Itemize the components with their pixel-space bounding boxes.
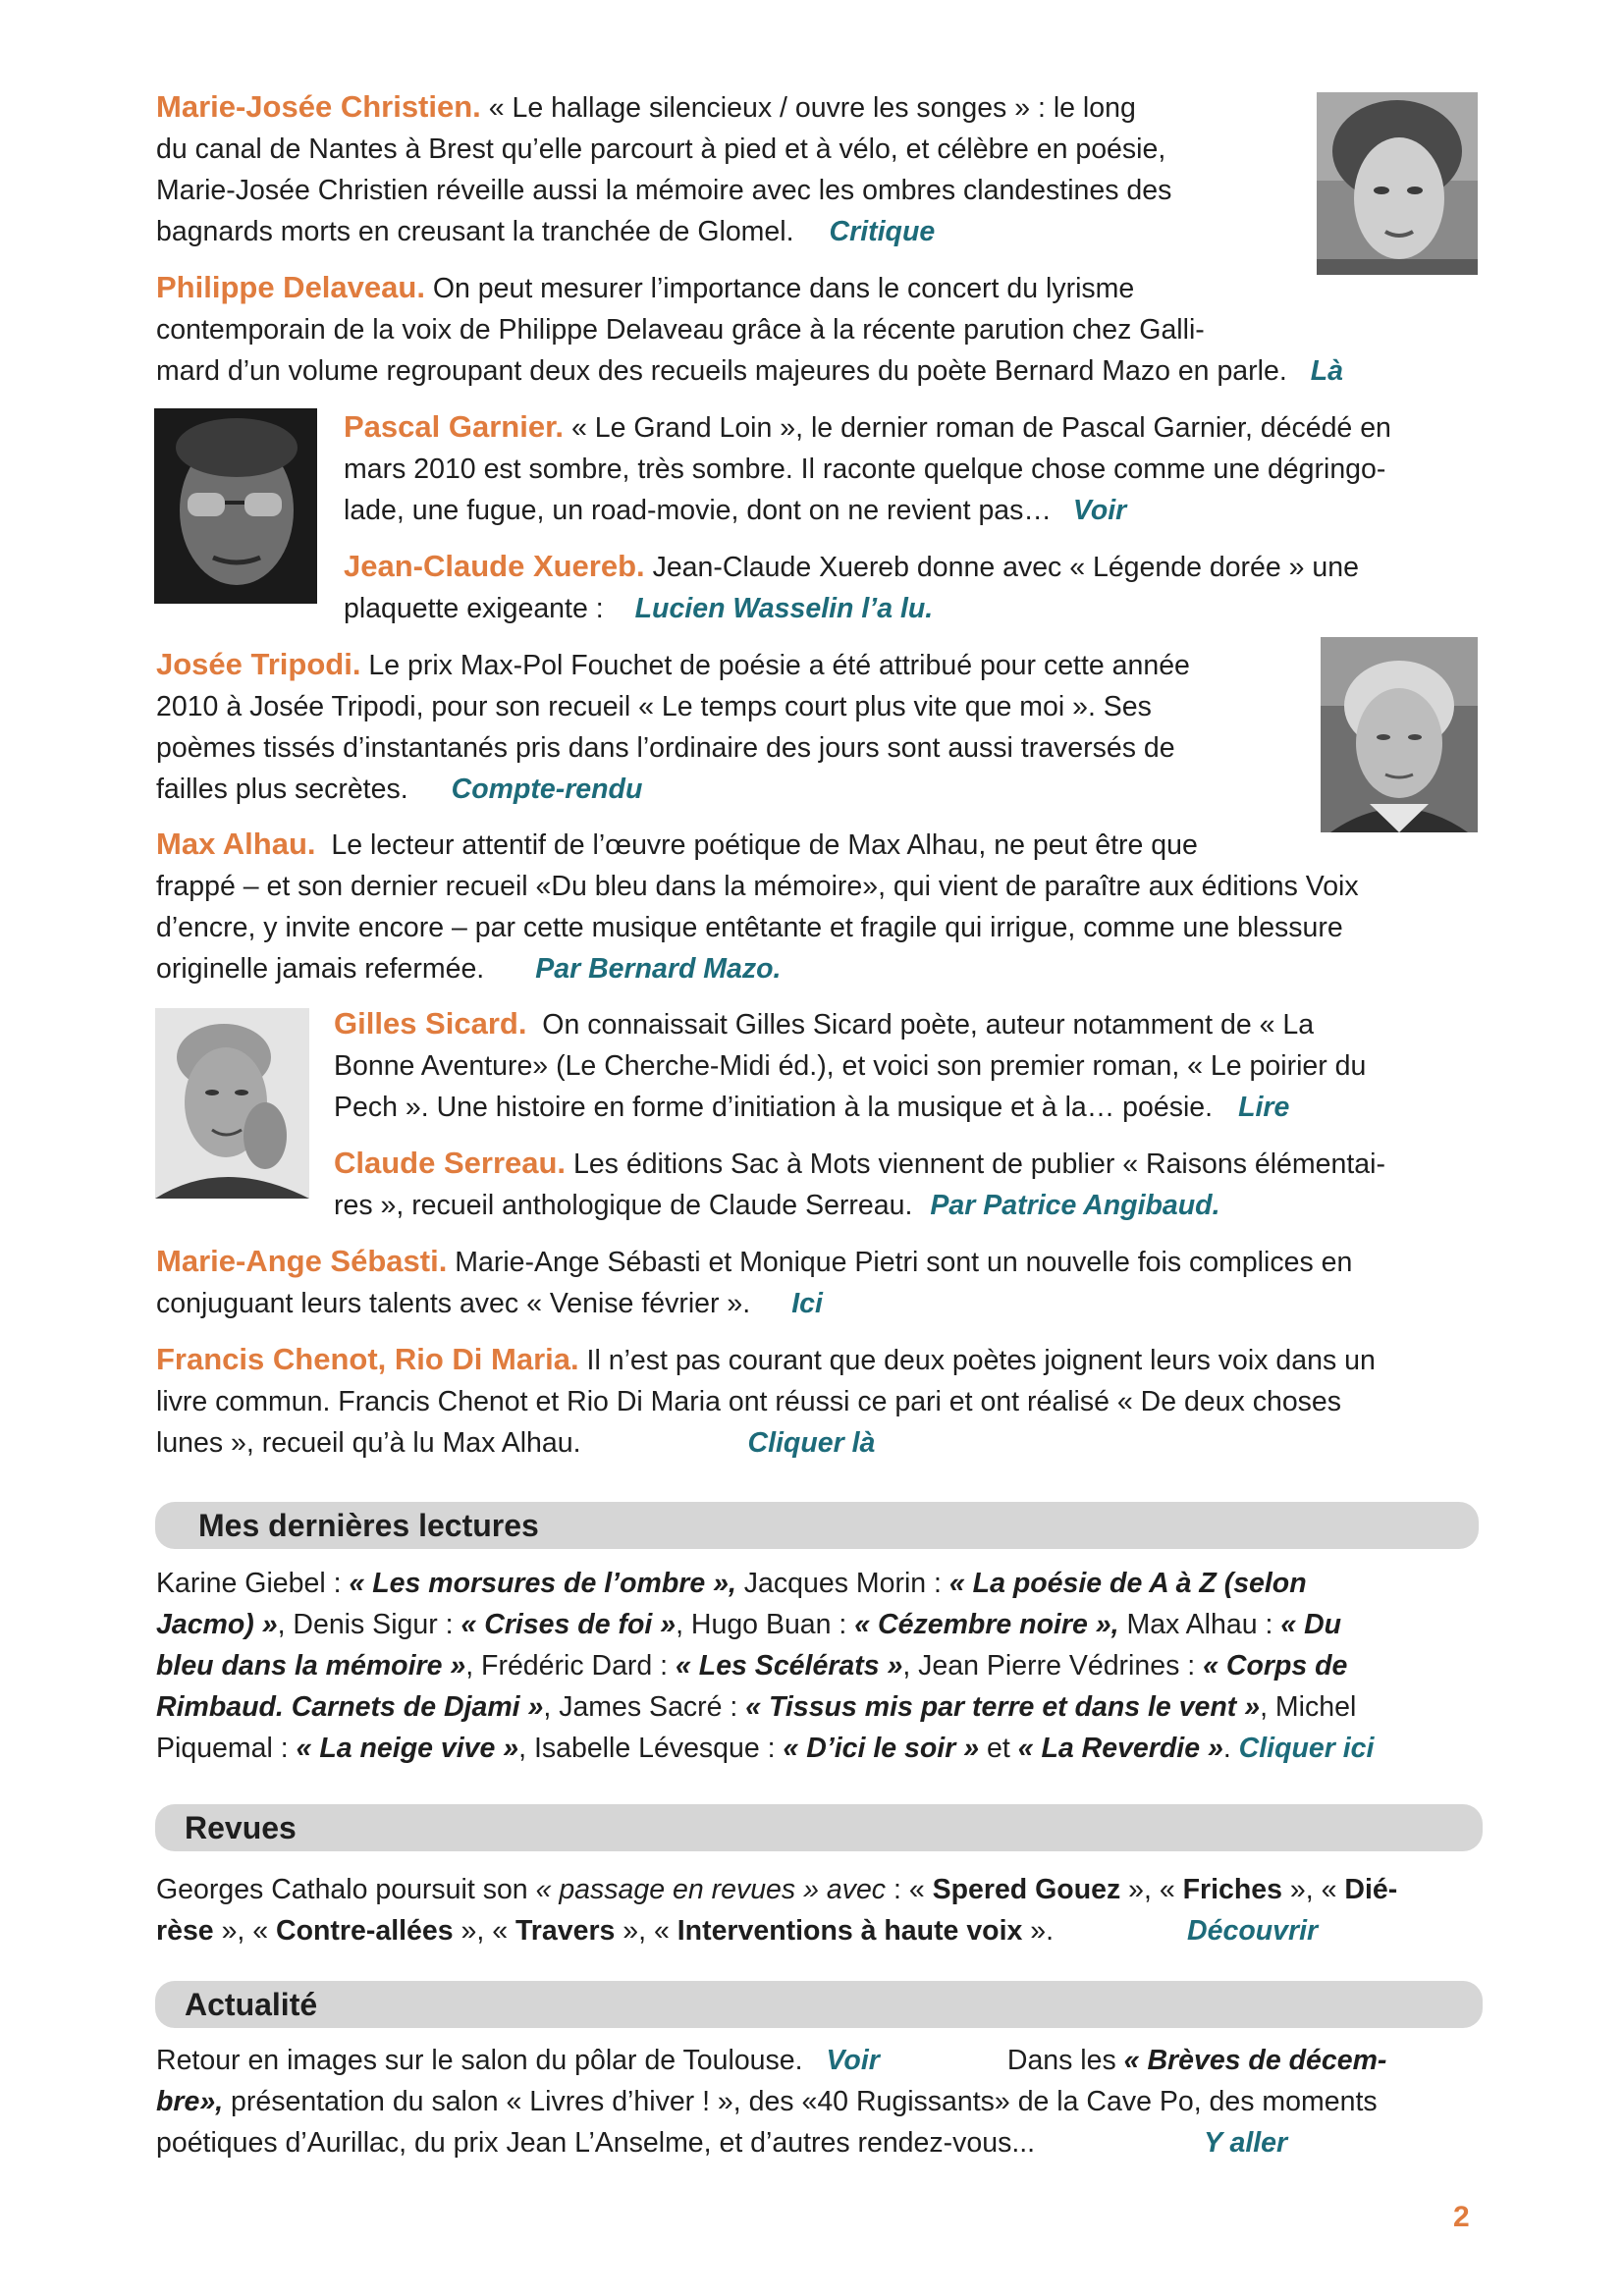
y-aller-link[interactable]: Y aller [1204, 2127, 1288, 2159]
compte-rendu-link[interactable]: Compte-rendu [451, 774, 643, 805]
entry-line: livre commun. Francis Chenot et Rio Di Maria ont réussi ce pari et ont réalisé « De deux choses [156, 1386, 1342, 1417]
angibaud-link[interactable]: Par Patrice Angibaud. [930, 1190, 1220, 1221]
photo-garnier [154, 408, 317, 604]
entry-text: lade, une fugue, un road-movie, dont on ne revient pas… [344, 495, 1052, 526]
entry-text: conjuguant leurs talents avec « Venise février ». [156, 1288, 751, 1319]
entry-line: poèmes tissés d’instantanés pris dans l’ordinaire des jours sont aussi traversés de [156, 732, 1175, 764]
lectures-paragraph [156, 1563, 1374, 1769]
entry-alhau [156, 824, 1359, 989]
entry-line [334, 1003, 1366, 1045]
entry-text: On peut mesurer l’importance dans le concert du lyrisme [432, 273, 1135, 304]
entry-line [334, 1185, 1385, 1226]
entry-line [156, 86, 1171, 129]
section-bar-revues [155, 1804, 1483, 1851]
entry-line: bleu dans la mémoire », Frédéric Dard : « Les Scélérats », Jean Pierre Védrines : « Corps de [156, 1650, 1348, 1682]
decouvrir-link[interactable]: Découvrir [1187, 1915, 1319, 1947]
revues-paragraph [156, 1869, 1397, 1951]
entry-text: Il n’est pas courant que deux poètes joignent leurs voix dans un [586, 1345, 1376, 1376]
entry-text: « Le hallage silencieux / ouvre les songes » : le long [488, 92, 1136, 124]
entry-line: Karine Giebel : « Les morsures de l’ombre », Jacques Morin : « La poésie de A à Z (selon [156, 1568, 1307, 1599]
entry-text: lunes », recueil qu’à lu Max Alhau. [156, 1427, 581, 1459]
page-number: 2 [1453, 2201, 1470, 2233]
entry-line [156, 1283, 1352, 1324]
photo-sicard [155, 1008, 309, 1199]
photo-tripodi [1321, 637, 1478, 832]
author-name: Claude Serreau. [334, 1146, 567, 1180]
entry-line [344, 406, 1391, 449]
entry-line: Piquemal : « La neige vive », Isabelle Lévesque : « D’ici le soir » et « La Reverdie ». Cliquer ici [156, 1733, 1375, 1764]
entry-line [334, 1143, 1385, 1185]
author-name: Max Alhau. [156, 827, 316, 861]
entry-text: Retour en images sur le salon du pôlar de Toulouse. [156, 2045, 803, 2076]
entry-line [156, 2122, 1386, 2163]
photo-christien [1317, 92, 1478, 275]
entry-text: Pech ». Une histoire en forme d’initiation à la musique et à la… poésie. [334, 1092, 1214, 1123]
entry-line: bre», présentation du salon « Livres d’hiver ! », des «40 Rugissants» de la Cave Po, des moments [156, 2086, 1378, 2117]
voir-salon-link[interactable]: Voir [826, 2045, 880, 2076]
entry-line: frappé – et son dernier recueil «Du bleu dans la mémoire», qui vient de paraître aux éditions Voix [156, 871, 1359, 902]
section-bar-lectures [155, 1502, 1479, 1549]
entry-sebasti [156, 1241, 1352, 1324]
entry-line [156, 1339, 1376, 1381]
wasselin-link[interactable]: Lucien Wasselin l’a lu. [634, 593, 934, 624]
entry-line [344, 546, 1359, 588]
entry-line: du canal de Nantes à Brest qu’elle parcourt à pied et à vélo, et célèbre en poésie, [156, 133, 1166, 165]
entry-garnier [344, 406, 1391, 531]
entry-text: Les éditions Sac à Mots viennent de publier « Raisons élémentai- [572, 1148, 1385, 1180]
entry-line [156, 1422, 1376, 1464]
entry-text: originelle jamais refermée. [156, 953, 485, 985]
section-heading: Mes dernières lectures [198, 1508, 539, 1543]
entry-line: Rimbaud. Carnets de Djami », James Sacré : « Tissus mis par terre et dans le vent », Michel [156, 1691, 1357, 1723]
author-name: Josée Tripodi. [156, 647, 361, 681]
entry-line [156, 267, 1343, 309]
entry-line [156, 948, 1359, 989]
critique-link[interactable]: Critique [829, 216, 936, 247]
entry-line [156, 769, 1190, 810]
entry-tripodi [156, 644, 1190, 810]
entry-line: rèse », « Contre-allées », « Travers », « Interventions à haute voix ». Découvrir [156, 1915, 1319, 1947]
voir-link[interactable]: Voir [1072, 495, 1127, 526]
entry-line [156, 824, 1359, 866]
entry-text: bagnards morts en creusant la tranchée de Glomel. [156, 216, 794, 247]
entry-text: Le prix Max-Pol Fouchet de poésie a été attribué pour cette année [368, 650, 1190, 681]
author-name: Jean-Claude Xuereb. [344, 549, 645, 583]
entry-line: Georges Cathalo poursuit son « passage en revues » avec : « Spered Gouez », « Friches », « Dié- [156, 1874, 1398, 1905]
entry-line: Jacmo) », Denis Sigur : « Crises de foi », Hugo Buan : « Cézembre noire », Max Alhau : « Du [156, 1609, 1342, 1640]
actualite-paragraph [156, 2040, 1386, 2163]
author-name: Marie-Josée Christien. [156, 89, 481, 124]
section-bar-actualite [155, 1981, 1483, 2028]
entry-text: plaquette exigeante : [344, 593, 604, 624]
entry-line [156, 350, 1343, 392]
entry-line [156, 211, 1171, 252]
entry-text: Le lecteur attentif de l’œuvre poétique de Max Alhau, ne peut être que [331, 829, 1198, 861]
entry-line [156, 1241, 1352, 1283]
entry-christien [156, 86, 1171, 252]
entry-line: 2010 à Josée Tripodi, pour son recueil « Le temps court plus vite que moi ». Ses [156, 691, 1152, 722]
section-heading: Actualité [185, 1987, 318, 2022]
section-heading: Revues [185, 1810, 297, 1845]
la-link[interactable]: Là [1310, 355, 1344, 387]
entry-text: poétiques d’Aurillac, du prix Jean L’Anselme, et d’autres rendez-vous... [156, 2127, 1036, 2159]
entry-line: d’encre, y invite encore – par cette musique entêtante et fragile qui irrigue, comme une blessure [156, 912, 1343, 943]
entry-line [344, 490, 1391, 531]
entry-text: On connaissait Gilles Sicard poète, auteur notamment de « La [542, 1009, 1315, 1041]
mazo-link[interactable]: Par Bernard Mazo. [535, 953, 782, 985]
author-name: Pascal Garnier. [344, 409, 565, 444]
author-name: Gilles Sicard. [334, 1006, 527, 1041]
author-name: Philippe Delaveau. [156, 270, 425, 304]
entry-chenot [156, 1339, 1376, 1464]
entry-text: failles plus secrètes. [156, 774, 408, 805]
ici-link[interactable]: Ici [791, 1288, 823, 1319]
entry-serreau [334, 1143, 1385, 1226]
entry-line [334, 1087, 1366, 1128]
entry-text: res », recueil anthologique de Claude Serreau. [334, 1190, 913, 1221]
entry-line: Retour en images sur le salon du pôlar de Toulouse. Voir Dans les « Brèves de décem- [156, 2045, 1387, 2076]
entry-sicard [334, 1003, 1366, 1128]
entry-text: Marie-Ange Sébasti et Monique Pietri sont un nouvelle fois complices en [455, 1247, 1353, 1278]
entry-line: Marie-Josée Christien réveille aussi la mémoire avec les ombres clandestines des [156, 175, 1172, 206]
entry-line: mars 2010 est sombre, très sombre. Il raconte quelque chose comme une dégringo- [344, 454, 1386, 485]
entry-text: mard d’un volume regroupant deux des recueils majeures du poète Bernard Mazo en parle. [156, 355, 1287, 387]
entry-line [156, 644, 1190, 686]
entry-xuereb [344, 546, 1359, 629]
author-name: Francis Chenot, Rio Di Maria. [156, 1342, 579, 1376]
entry-line: Bonne Aventure» (Le Cherche-Midi éd.), et voici son premier roman, « Le poirier du [334, 1050, 1367, 1082]
entry-line: contemporain de la voix de Philippe Delaveau grâce à la récente parution chez Galli- [156, 314, 1205, 346]
cliquer-la-link[interactable]: Cliquer là [747, 1427, 876, 1459]
entry-text: « Le Grand Loin », le dernier roman de Pascal Garnier, décédé en [570, 412, 1391, 444]
entry-line [344, 588, 1359, 629]
entry-text: Jean-Claude Xuereb donne avec « Légende dorée » une [652, 552, 1359, 583]
entry-delaveau [156, 267, 1343, 392]
author-name: Marie-Ange Sébasti. [156, 1244, 448, 1278]
cliquer-ici-link[interactable]: Cliquer ici [1238, 1733, 1375, 1764]
lire-link[interactable]: Lire [1238, 1092, 1290, 1123]
